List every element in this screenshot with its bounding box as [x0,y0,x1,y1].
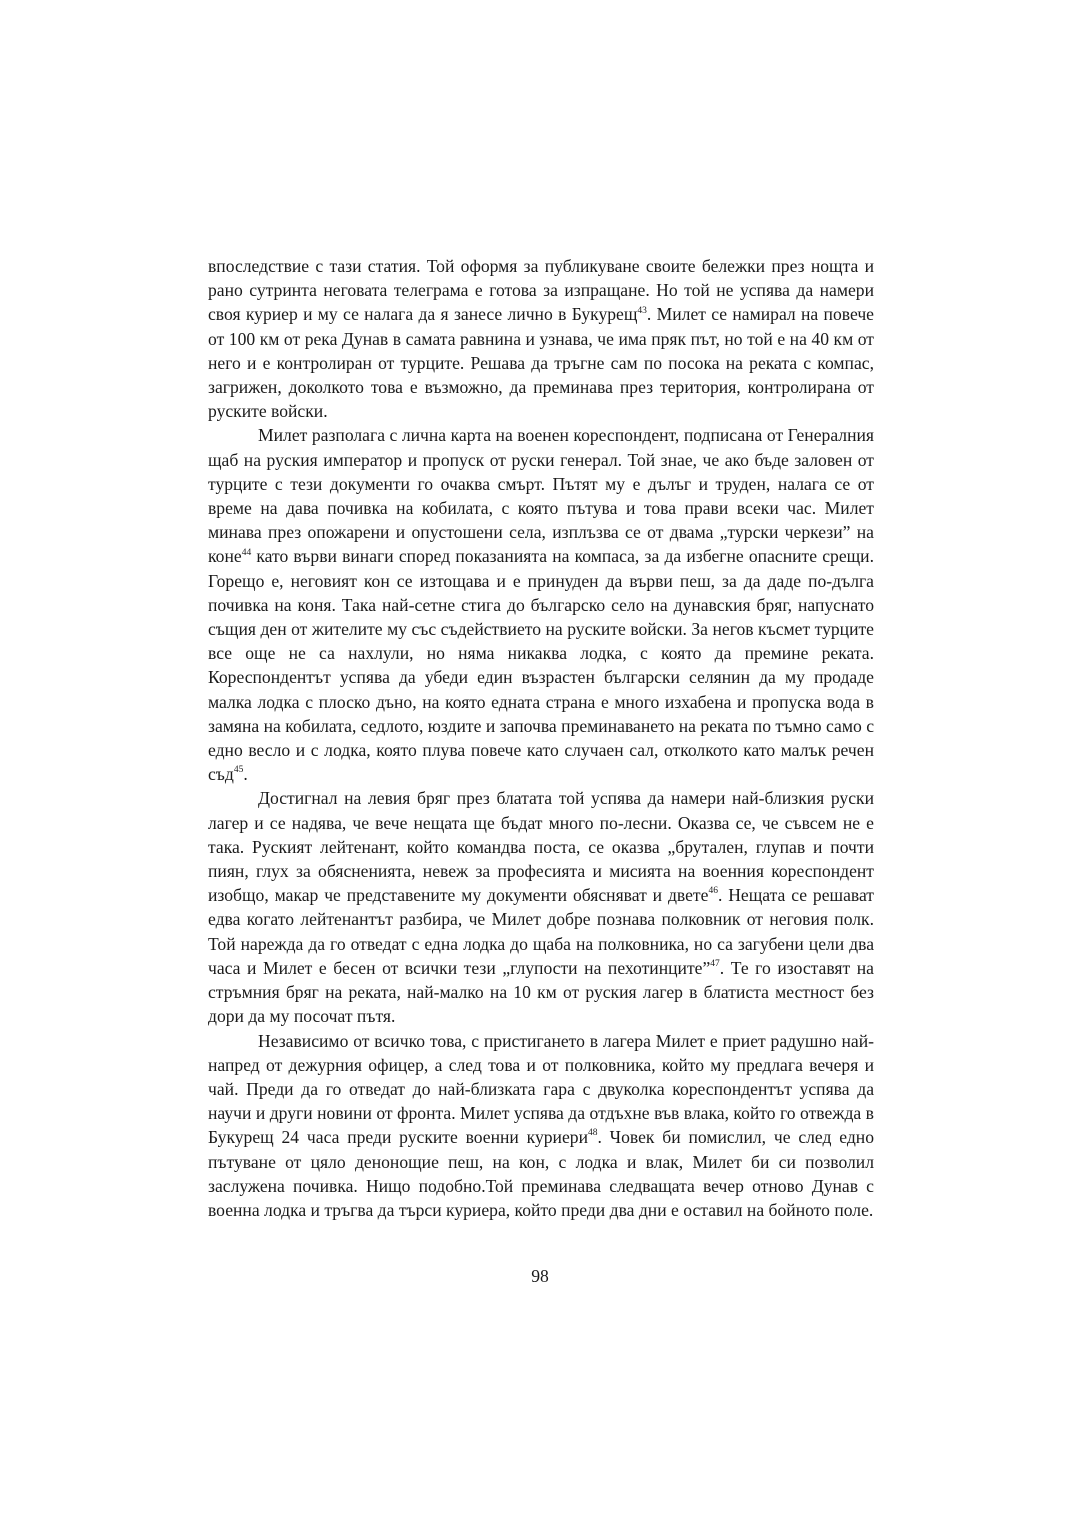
footnote-ref-47: 47 [710,959,720,970]
paragraph-4 [208,1029,874,1223]
paragraph-4-text-1: Независимо от всичко това, с пристигането в лагера Милет е приет радушно най-напред от дежурния офицер, а след това и от полковника, който му предлага вечеря и чай. Преди да го отведат до най-близката гара с двуколка кореспондентът успява да научи и други новини от фронта. Милет успява да отдъхне във влака, който го отвежда в Букурещ 24 часа преди руските военни куриери [208,1030,874,1148]
paragraph-4-text-2: . Човек би помислил, че след едно пътуване от цяло денонощие пеш, на кон, с лодка и влак, Милет би си позволил заслужена почивка. Нищо подобно.Той преминава следващата вечер отново Дунав с военна лодка и тръгва да търси куриера, който преди два дни е оставил на бойното поле. [208,1127,874,1220]
paragraph-2-text-1: Милет разполага с лична карта на военен кореспондент, подписана от Генералния щаб на руския император и пропуск от руски генерал. Той знае, че ако бъде заловен от турците с тези документи го очаква смърт. Пътят му е дълъг и труден, налага се от време на дава почивка на кобилата, с която пътува и това прави всеки час. Милет минава през опожарени и опустошени села, изплъзва се от двама „турски черкези” на коне [208,425,874,567]
footnote-ref-46: 46 [708,886,718,897]
paragraph-3-text-3: . Те го изоставят на стръмния бряг на реката, най-малко на 10 км от руския лагер в блатиста местност без дори да му посочат пътя. [208,957,874,1027]
footnote-ref-45: 45 [233,765,244,776]
paragraph-2 [208,423,874,786]
paragraph-1-text-1: впоследствие с тази статия. Той оформя за публикуване своите бележки през нощта и рано сутринта неговата телеграма е готова за изпращане. Но той не успява да намери своя куриер и му се налага да я занесе лично в Букурещ [208,256,874,325]
footnote-ref-44: 44 [241,547,252,558]
paragraph-3-text-2: . Нещата се решават едва когато лейтенантът разбира, че Милет добре познава полковник от неговия полк. Той нарежда да го отведат с една лодка до щаба на полковника, но са загубени цели два часа и Милет е бесен от всички тези „глупости на пехотинците” [208,885,874,978]
page-body [208,254,874,1222]
paragraph-3 [208,786,874,1028]
paragraph-2-text-3: . [243,764,248,785]
paragraph-1 [208,254,874,423]
footnote-ref-43: 43 [637,305,647,316]
paragraph-3-text-1: Достигнал на левия бряг през блатата той успява да намери най-близкия руски лагер и се надява, че вече нещата ще бъдат много по-лесни. Оказва се, че съвсем не е така. Руският лейтенант, който командва поста, се оказва „брутален, глупав и почти пиян, глух за обясненията, невеж за професията и мисията на военния кореспондент изобщо, макар че представените му документи обясняват и двете [208,788,874,906]
page-number: 98 [531,1266,549,1286]
footnote-ref-48: 48 [587,1128,598,1139]
paragraph-1-text-2: . Милет се намирал на повече от 100 км от река Дунав в самата равнина и узнава, че има пряк път, но той е на 40 км от него и е контролиран от турците. Решава да тръгне сам по посока на реката с компас, загрижен, доколкото това е възможно, да преминава през територия, контролирана от руските войски. [208,304,874,422]
paragraph-2-text-2: като върви винаги според показанията на компаса, за да избегне опасните срещи. Горещо е, неговият кон се изтощава и е принуден да върви пеш, за да даде по-дълга почивка на коня. Така най-сетне стига до българско село на дунавския бряг, напуснато същия ден от жителите му със съдействието на руските войски. За негов късмет турците все още не са нахлули, но няма никаква лодка, с която да премине реката. Кореспондентът успява да убеди един възрастен български селянин да му продаде малка лодка с плоско дъно, на която едната страна е много изхабена и пропуска вода в замяна на кобилата, седлото, юздите и започва преминаването на реката по тъмно само с едно весло и с лодка, която плува повече като случаен сал, отколкото като малък речен съд [208,546,874,785]
